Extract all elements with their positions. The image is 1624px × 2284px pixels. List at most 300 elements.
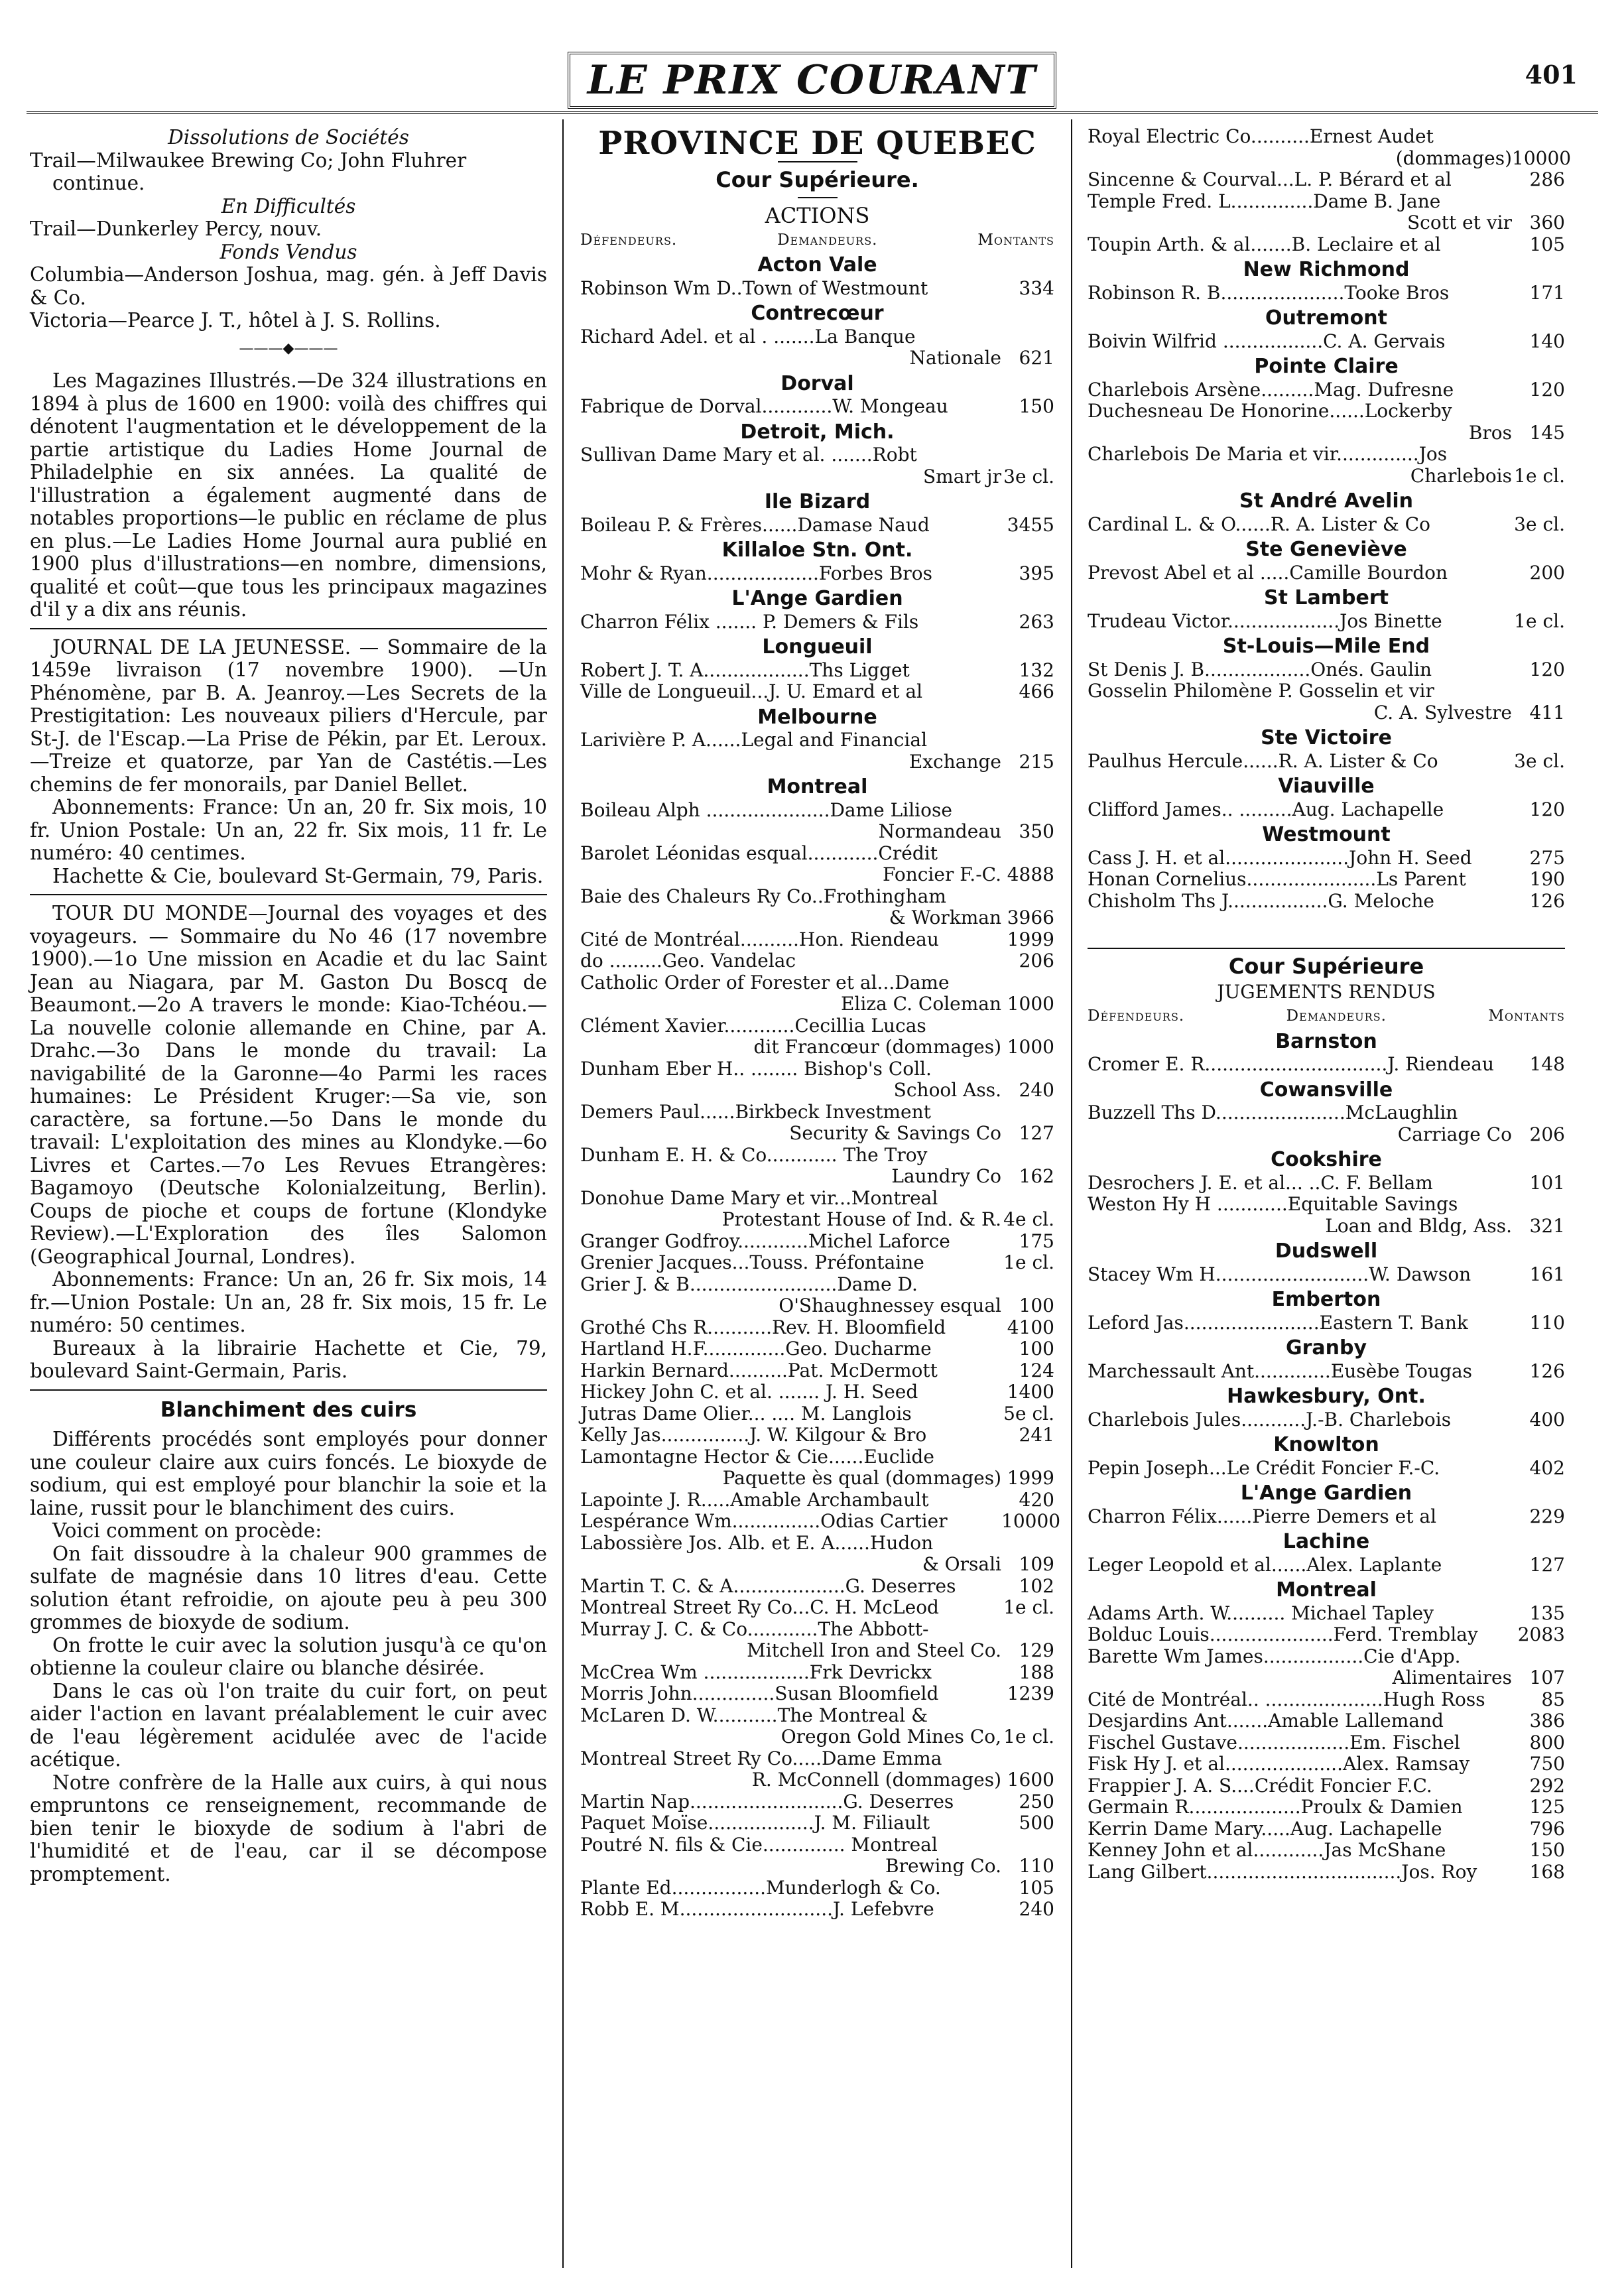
- entry-amount: 109: [1019, 1553, 1054, 1575]
- place-heading: New Richmond: [1243, 258, 1410, 281]
- divider: [30, 628, 547, 629]
- place-heading: Emberton: [1271, 1288, 1381, 1311]
- entry-amount: 110: [1019, 1855, 1054, 1877]
- header-demandeurs: Demandeurs.: [1286, 1007, 1387, 1025]
- entry-amount: 124: [1019, 1359, 1054, 1381]
- entry-parties: R. McConnell (dommages): [751, 1769, 1001, 1791]
- entry-parties: Cité de Montréal..........Hon. Riendeau: [580, 928, 939, 950]
- legal-entry: [580, 1338, 1054, 1360]
- blanchiment-title: Blanchiment des cuirs: [160, 1397, 417, 1422]
- tour-du-monde-p3: Bureaux à la librairie Hachette et Cie, 79, boulevard Saint-Germain, Paris.: [30, 1336, 547, 1382]
- entry-parties: Paquet Moïse..................J. M. Filiault: [580, 1812, 930, 1834]
- entry-parties: Clifford James.. .........Aug. Lachapelle: [1088, 798, 1444, 820]
- entry-amount: 1400: [1007, 1381, 1054, 1403]
- province-title: PROVINCE DE QUEBEC: [598, 125, 1036, 162]
- entry-parties: Foncier F.-C.: [882, 863, 1001, 885]
- legal-entry: [580, 1619, 1054, 1641]
- entry-amount: 168: [1529, 1860, 1565, 1883]
- place-heading: L'Ange Gardien: [1240, 1482, 1412, 1505]
- entry-parties: Mitchell Iron and Steel Co.: [747, 1639, 1001, 1661]
- entry-parties: Charron Félix ....... P. Demers & Fils: [580, 610, 919, 633]
- legal-entry: [1088, 1361, 1565, 1383]
- entry-amount: 110: [1529, 1311, 1565, 1334]
- legal-entry: [580, 1252, 1054, 1274]
- legal-entry: [580, 843, 1054, 865]
- legal-entry: [580, 1490, 1054, 1511]
- entry-parties: Martin T. C. & A...................G. Deserres: [580, 1574, 956, 1597]
- entry-amount: 150: [1529, 1839, 1565, 1861]
- legal-entry: [580, 1705, 1054, 1727]
- entry-parties: Protestant House of Ind. & R.: [721, 1208, 1001, 1230]
- entry-amount: 120: [1529, 658, 1565, 680]
- entry-parties: Frappier J. A. S....Crédit Foncier F.C.: [1088, 1774, 1432, 1797]
- entry-parties: Charlebois Arsène.........Mag. Dufresne: [1088, 378, 1454, 401]
- entry-parties: Murray J. C. & Co............The Abbott-: [580, 1618, 929, 1640]
- entry-amount: 400: [1529, 1408, 1565, 1430]
- divider: [30, 894, 547, 895]
- entry-parties: Cité de Montréal.. ....................Hugh Ross: [1088, 1688, 1485, 1710]
- column-divider-1: [562, 119, 564, 2268]
- place-heading: Montreal: [767, 775, 868, 798]
- legal-entry: [1088, 1624, 1565, 1646]
- legal-entry: [580, 1317, 1054, 1339]
- entry-amount: 126: [1529, 1360, 1565, 1382]
- entry-amount: 1239: [1007, 1682, 1054, 1704]
- entry-parties: Robinson R. B.....................Tooke Bros: [1088, 281, 1450, 304]
- legal-entry: [580, 1360, 1054, 1382]
- place-heading: Longueuil: [762, 635, 873, 659]
- entry-parties: Normandeau: [878, 820, 1001, 842]
- entry-amount: 129: [1019, 1639, 1054, 1661]
- entry-parties: Brewing Co.: [885, 1855, 1001, 1877]
- entry-amount: 263: [1019, 610, 1054, 633]
- blanchiment-p1: Différents procédés sont employés pour donner une couleur claire aux cuirs foncés. Le bioxyde de sodium, qui est employé pour blanchir la soie et la laine, russit pour le blanchiment des cuirs.: [30, 1428, 547, 1519]
- entry-parties: Harkin Bernard..........Pat. McDermott: [580, 1359, 938, 1381]
- legal-entry: [1088, 562, 1565, 584]
- legal-entry: [1088, 1458, 1565, 1480]
- legal-entry: [1088, 1102, 1565, 1124]
- fonds-line-1: Columbia—Anderson Joshua, mag. gén. à Jeff Davis & Co.: [30, 263, 547, 309]
- legal-entry: [580, 864, 1054, 886]
- entry-amount: 100: [1019, 1295, 1054, 1316]
- place-heading: Killaloe Stn. Ont.: [721, 539, 913, 562]
- legal-entry: [580, 1102, 1054, 1123]
- jugements-list: [1088, 1031, 1565, 1883]
- entry-parties: Labossière Jos. Alb. et E. A......Hudon: [580, 1531, 934, 1554]
- place-heading: Barnston: [1275, 1029, 1377, 1053]
- entry-parties: School Ass.: [893, 1079, 1001, 1101]
- entry-amount: 1e cl.: [1514, 464, 1565, 487]
- legal-entry: [580, 929, 1054, 951]
- legal-entry: [1088, 1667, 1565, 1689]
- legal-entry: [1088, 1840, 1565, 1862]
- tour-du-monde-p2: Abonnements: France: Un an, 26 fr. Six mois, 14 fr.—Union Postale: Un an, 28 fr. Six mois, 15 fr. Le numéro: 50 centimes.: [30, 1268, 547, 1336]
- entry-parties: Leger Leopold et al......Alex. Laplante: [1088, 1553, 1442, 1576]
- legal-entry: [1088, 680, 1565, 702]
- entry-parties: Kenney John et al............Jas McShane: [1088, 1839, 1446, 1861]
- legal-entry: [1088, 1689, 1565, 1711]
- legal-entry: [580, 326, 1054, 348]
- actions-list-continued: [1088, 259, 1565, 912]
- legal-entry: [1088, 1753, 1565, 1775]
- entry-parties: & Orsali: [922, 1553, 1001, 1575]
- entry-amount: 250: [1019, 1790, 1054, 1812]
- spacer: [1088, 912, 1565, 941]
- legal-entry: [1088, 1775, 1565, 1797]
- entry-parties: Robinson Wm D..Town of Westmount: [580, 277, 928, 299]
- place-heading: L'Ange Gardien: [731, 587, 903, 610]
- entry-amount: 240: [1019, 1898, 1054, 1920]
- legal-entry: [1088, 212, 1565, 234]
- entry-parties: (dommages): [1395, 147, 1512, 169]
- continued-entries: [1088, 125, 1572, 255]
- legal-entry: [580, 1446, 1054, 1468]
- entry-parties: Robert J. T. A..................Ths Ligget: [580, 659, 910, 681]
- entry-amount: 127: [1529, 1553, 1565, 1576]
- entry-amount: 175: [1019, 1230, 1054, 1252]
- entry-parties: Plante Ed................Munderlogh & Co.: [580, 1876, 941, 1899]
- header-demandeurs: Demandeurs.: [777, 231, 878, 249]
- legal-entry: [580, 1274, 1054, 1296]
- header-defendeurs: Défendeurs.: [580, 231, 678, 249]
- entry-amount: 126: [1529, 889, 1565, 912]
- entry-amount: 229: [1529, 1505, 1565, 1527]
- entry-parties: Charlebois De Maria et vir..............Jos: [1088, 443, 1448, 465]
- entry-parties: Paulhus Hercule......R. A. Lister & Co: [1088, 749, 1438, 772]
- legal-entry: [580, 1748, 1054, 1770]
- legal-entry: [1088, 169, 1565, 191]
- entry-amount: 750: [1529, 1753, 1565, 1775]
- entry-parties: dit Francœur (dommages): [753, 1036, 1001, 1058]
- column-left: [30, 126, 547, 2268]
- entry-parties: Charlebois Jules...........J.-B. Charlebois: [1088, 1408, 1452, 1430]
- legal-entry: [580, 444, 1054, 466]
- legal-entry: [580, 1403, 1054, 1425]
- entry-parties: C. A. Sylvestre: [1373, 701, 1512, 724]
- place-heading: Detroit, Mich.: [740, 420, 895, 444]
- legal-entry: [580, 751, 1054, 773]
- entry-amount: 2083: [1517, 1623, 1565, 1645]
- entry-parties: Desrochers J. E. et al... ..C. F. Bellam: [1088, 1171, 1433, 1194]
- place-heading: Ile Bizard: [764, 490, 871, 513]
- entry-parties: Dunham E. H. & Co............ The Troy: [580, 1143, 928, 1166]
- place-heading: St André Avelin: [1239, 489, 1413, 513]
- legal-entry: [1088, 1124, 1565, 1146]
- entry-amount: 240: [1019, 1079, 1054, 1101]
- page-number: 401: [1525, 60, 1578, 90]
- entry-parties: Prevost Abel et al .....Camille Bourdon: [1088, 561, 1448, 584]
- entry-parties: Paquette ès qual (dommages): [722, 1467, 1001, 1489]
- entry-parties: Lespérance Wm...............Odias Cartier: [580, 1510, 948, 1532]
- legal-entry: [580, 1877, 1054, 1899]
- legal-entry: [1088, 444, 1565, 466]
- legal-entry: [1088, 331, 1565, 353]
- legal-entry: [1088, 1173, 1565, 1194]
- entry-parties: Chisholm Ths J.................G. Meloche: [1088, 889, 1434, 912]
- legal-entry: [1088, 191, 1565, 213]
- header-defendeurs: Défendeurs.: [1088, 1007, 1185, 1025]
- entry-parties: Richard Adel. et al . .......La Banque: [580, 325, 916, 348]
- legal-entry: [580, 972, 1054, 994]
- entry-amount: 145: [1529, 421, 1565, 444]
- entry-amount: 190: [1529, 868, 1565, 890]
- entry-parties: Robb E. M..........................J. Lefebvre: [580, 1898, 934, 1920]
- entry-parties: Boivin Wilfrid .................C. A. Gervais: [1088, 330, 1446, 352]
- entry-amount: 4100: [1007, 1316, 1054, 1338]
- blanchiment-p3: On fait dissoudre à la chaleur 900 grammes de sulfate de magnésie dans 10 litres d'eau. Cette solution étant refroidie, on ajoute peu à peu 300 grommes de bioxyde de sodium.: [30, 1542, 547, 1633]
- entry-amount: 148: [1529, 1053, 1565, 1075]
- entry-parties: St Denis J. B..................Onés. Gaulin: [1088, 658, 1432, 680]
- legal-entry: [1088, 659, 1565, 681]
- entry-parties: Jutras Dame Olier... .... M. Langlois: [580, 1402, 912, 1425]
- entry-parties: Loan and Bldg, Ass.: [1325, 1214, 1512, 1237]
- entry-amount: 466: [1019, 680, 1054, 702]
- entry-amount: 200: [1529, 561, 1565, 584]
- entry-parties: Barette Wm James.................Cie d'App.: [1088, 1645, 1461, 1667]
- entry-parties: Hartland H.F..............Geo. Ducharme: [580, 1338, 932, 1360]
- place-heading: St Lambert: [1264, 586, 1389, 609]
- legal-entry: [580, 1662, 1054, 1684]
- legal-entry: [580, 1533, 1054, 1554]
- place-heading: Acton Vale: [757, 253, 877, 277]
- legal-entry: [580, 1425, 1054, 1446]
- legal-entry: [580, 681, 1054, 703]
- legal-entry: [580, 1080, 1054, 1102]
- entry-amount: 132: [1019, 659, 1054, 681]
- entry-amount: 120: [1529, 798, 1565, 820]
- entry-amount: 334: [1019, 277, 1054, 299]
- entry-parties: Cromer E. R...............................J. Riendeau: [1088, 1053, 1495, 1075]
- legal-entry: [580, 1145, 1054, 1167]
- legal-entry: [580, 1166, 1054, 1188]
- legal-entry: [1088, 234, 1565, 256]
- entry-parties: Larivière P. A......Legal and Financial: [580, 729, 928, 751]
- entry-amount: 275: [1529, 846, 1565, 869]
- entry-parties: Bros: [1468, 421, 1512, 444]
- entry-parties: & Workman: [889, 907, 1001, 928]
- journal-jeunesse-p1: JOURNAL DE LA JEUNESSE. — Sommaire de la 1459e livraison (17 novembre 1900). —Un Phénomène, par B. A. Jeanroy.—Les Secrets de la Prestigitation: Les nouveaux piliers d'Hercule, par St-J. de l'Escap.—La Prise de Pékin, par Et. Leroux.—Treize et quatorze, par Yan de Castétis.—Les chemins de fer monorails, par Daniel Bellet.: [30, 635, 547, 796]
- entry-parties: Laundry Co: [891, 1165, 1001, 1187]
- legal-entry: [580, 1209, 1054, 1231]
- entry-parties: Baie des Chaleurs Ry Co..Frothingham: [580, 885, 946, 907]
- entry-amount: 206: [1529, 1123, 1565, 1145]
- legal-entry: [580, 1554, 1054, 1576]
- entry-amount: 107: [1529, 1667, 1565, 1688]
- entry-parties: Martin Nap..........................G. Deserres: [580, 1790, 954, 1812]
- legal-entry: [1088, 379, 1565, 401]
- legal-entry: [580, 1015, 1054, 1037]
- legal-entry: [580, 563, 1054, 585]
- entry-parties: Trudeau Victor...................Jos Binette: [1088, 609, 1442, 632]
- court-title: Cour Supérieure.: [716, 166, 919, 192]
- column-headers-2: [1088, 1005, 1565, 1027]
- fonds-heading: Fonds Vendus: [219, 240, 357, 263]
- entry-amount: 105: [1529, 233, 1565, 255]
- legal-entry: [580, 821, 1054, 843]
- entry-amount: 800: [1529, 1731, 1565, 1753]
- entry-amount: 621: [1019, 347, 1054, 369]
- blanchiment-p5: Dans le cas où l'on traite du cuir fort, on peut aider l'action en lavant préalablement le cuir avec de l'eau légèrement acidulée avec de l'acide acétique.: [30, 1679, 547, 1771]
- entry-parties: Cass J. H. et al.....................John H. Seed: [1088, 846, 1472, 869]
- entry-parties: Gosselin Philomène P. Gosselin et vir: [1088, 680, 1434, 702]
- entry-parties: Lang Gilbert.................................Jos. Roy: [1088, 1860, 1477, 1883]
- entry-parties: Germain R...................Proulx & Damien: [1088, 1796, 1463, 1818]
- entry-amount: 395: [1019, 562, 1054, 584]
- legal-entry: [580, 1468, 1054, 1490]
- entry-parties: Pepin Joseph...Le Crédit Foncier F.-C.: [1088, 1456, 1440, 1479]
- place-heading: Outremont: [1265, 306, 1387, 330]
- legal-entry: [580, 1640, 1054, 1662]
- entry-amount: 4e cl.: [1003, 1208, 1054, 1230]
- magazines-article: Les Magazines Illustrés.—De 324 illustrations en 1894 à plus de 1600 en 1900: voilà des chiffres qui dénotent l'augmentation et le développement de la partie artistique du Ladies Home Journal de Philadelphie en six années. La qualité de l'illustration a également augmenté dans de notables proportions—le public en réclame de plus en plus.—Le Ladies Home Journal aura publié en 1900 plus d'illustrations—en nombre, dimensions, qualité et coût—que tous les principaux magazines d'il y a dix ans réunis.: [30, 369, 547, 621]
- entry-parties: Toupin Arth. & al.......B. Leclaire et al: [1088, 233, 1441, 255]
- legal-entry: [580, 348, 1054, 369]
- entry-parties: Desjardins Ant.......Amable Lallemand: [1088, 1710, 1444, 1732]
- header-rule: [27, 111, 1598, 114]
- masthead: [0, 52, 1624, 109]
- entry-parties: Nationale: [909, 347, 1001, 369]
- entry-parties: Charlebois: [1410, 464, 1512, 487]
- entry-parties: Eliza C. Coleman: [840, 993, 1001, 1015]
- legal-entry: [580, 1769, 1054, 1791]
- entry-parties: Grothé Chs R...........Rev. H. Bloomfield: [580, 1316, 946, 1338]
- entry-parties: O'Shaughnessey esqual: [779, 1295, 1001, 1316]
- place-heading: Ste Victoire: [1261, 726, 1392, 749]
- entry-amount: 215: [1019, 750, 1054, 773]
- entry-parties: Clément Xavier............Cecillia Lucas: [580, 1014, 926, 1037]
- entry-parties: McCrea Wm ..................Frk Devrickx: [580, 1661, 932, 1683]
- legal-entry: [580, 1188, 1054, 1210]
- entry-amount: 1e cl.: [1003, 1596, 1054, 1618]
- entry-parties: Security & Savings Co: [789, 1122, 1001, 1144]
- difficultes-text: Trail—Dunkerley Percy, nouv.: [30, 218, 322, 240]
- entry-parties: Bolduc Louis.....................Ferd. Tremblay: [1088, 1623, 1478, 1645]
- entry-parties: Catholic Order of Forester et al...Dame: [580, 971, 950, 993]
- legal-entry: [580, 1791, 1054, 1813]
- column-middle: [580, 125, 1061, 2268]
- legal-entry: [1088, 1732, 1565, 1754]
- entry-parties: Montreal Street Ry Co.....Dame Emma: [580, 1747, 942, 1769]
- legal-entry: [580, 1576, 1054, 1598]
- legal-entry: [1088, 869, 1565, 891]
- short-rule: [798, 197, 838, 198]
- entry-amount: 350: [1019, 820, 1054, 842]
- legal-entry: [580, 396, 1054, 418]
- entry-amount: 10000: [1512, 147, 1572, 169]
- entry-parties: Montreal Street Ry Co...C. H. McLeod: [580, 1596, 939, 1618]
- legal-entry: [1088, 466, 1565, 487]
- entry-amount: 102: [1019, 1574, 1054, 1597]
- masthead-logo: LE PRIX COURANT: [568, 52, 1057, 109]
- entry-parties: do .........Geo. Vandelac: [580, 950, 796, 972]
- place-heading: Granby: [1285, 1336, 1367, 1360]
- column-divider-2: [1071, 119, 1072, 2268]
- divider: [30, 1389, 547, 1391]
- column-headers: [580, 229, 1054, 251]
- entry-amount: 3455: [1007, 513, 1054, 536]
- legal-entry: [1088, 1646, 1565, 1668]
- entry-amount: 101: [1529, 1171, 1565, 1194]
- place-heading: Cowansville: [1259, 1078, 1393, 1102]
- entry-parties: Marchessault Ant.............Eusèbe Tougas: [1088, 1360, 1473, 1382]
- entry-parties: Hickey John C. et al. ....... J. H. Seed: [580, 1381, 918, 1403]
- legal-entry: [1088, 283, 1565, 304]
- legal-entry: [1088, 514, 1565, 536]
- entry-amount: 135: [1529, 1602, 1565, 1624]
- entry-parties: Alimentaires: [1392, 1667, 1512, 1688]
- entry-amount: 321: [1529, 1214, 1565, 1237]
- legal-entry: [1088, 126, 1565, 148]
- entry-amount: 360: [1529, 212, 1565, 233]
- place-heading: Dudswell: [1275, 1239, 1378, 1263]
- entry-amount: 140: [1529, 330, 1565, 352]
- entry-amount: 100: [1019, 1338, 1054, 1360]
- legal-entry: [1088, 1818, 1565, 1840]
- place-heading: Dorval: [781, 371, 854, 395]
- legal-entry: [1088, 1194, 1565, 1216]
- entry-parties: Fisk Hy J. et al....................Alex. Ramsay: [1088, 1753, 1470, 1775]
- entry-amount: 402: [1529, 1456, 1565, 1479]
- entry-amount: 1e cl.: [1003, 1251, 1054, 1273]
- legal-entry: [1088, 1409, 1565, 1431]
- entry-parties: Scott et vir: [1406, 212, 1512, 233]
- entry-parties: Exchange: [908, 750, 1001, 773]
- legal-entry: [1088, 1312, 1565, 1334]
- entry-parties: Stacey Wm H..........................W. Dawson: [1088, 1263, 1471, 1285]
- legal-entry: [580, 950, 1054, 972]
- legal-entry: [1088, 1797, 1565, 1818]
- blanchiment-p6: Notre confrère de la Halle aux cuirs, à qui nous empruntons ce renseignement, recommande de bien tenir le bioxyde de sodium à l'abri de l'humidité et de l'eau, car il se décompose promptement.: [30, 1771, 547, 1885]
- fonds-line-2: Victoria—Pearce J. T., hôtel à J. S. Rollins.: [30, 309, 441, 332]
- entry-parties: Lamontagne Hector & Cie......Euclide: [580, 1445, 934, 1468]
- entry-parties: Mohr & Ryan...................Forbes Bros: [580, 562, 933, 584]
- entry-parties: Buzzell Ths D......................McLaughlin: [1088, 1102, 1458, 1123]
- entry-parties: Royal Electric Co..........Ernest Audet: [1088, 125, 1434, 147]
- legal-entry: [580, 1295, 1054, 1317]
- legal-entry: [580, 730, 1054, 751]
- legal-entry: [1088, 1710, 1565, 1732]
- legal-entry: [580, 660, 1054, 682]
- jugements-heading: JUGEMENTS RENDUS: [1217, 980, 1436, 1003]
- entry-amount: 188: [1019, 1661, 1054, 1683]
- header-montants: Montants: [977, 231, 1054, 249]
- entry-amount: 5e cl.: [1003, 1402, 1054, 1425]
- entry-parties: Boileau P. & Frères......Damase Naud: [580, 513, 930, 536]
- place-heading: Montreal: [1276, 1578, 1377, 1602]
- legal-entry: [580, 1123, 1054, 1145]
- entry-parties: Kelly Jas...............J. W. Kilgour & Bro: [580, 1424, 927, 1446]
- legal-entry: [1088, 1554, 1565, 1576]
- place-heading: Contrecœur: [751, 302, 884, 325]
- legal-entry: [1088, 1603, 1565, 1625]
- dissolutions-heading: Dissolutions de Sociétés: [168, 126, 409, 149]
- entry-amount: 85: [1541, 1688, 1565, 1710]
- entry-amount: 206: [1019, 950, 1054, 972]
- entry-amount: 105: [1019, 1876, 1054, 1899]
- entry-parties: Lapointe J. R.....Amable Archambault: [580, 1488, 929, 1511]
- entry-amount: 500: [1019, 1812, 1054, 1834]
- place-heading: Melbourne: [757, 705, 877, 729]
- legal-entry: [580, 1856, 1054, 1877]
- legal-entry: [580, 1834, 1054, 1856]
- legal-entry: [580, 1058, 1054, 1080]
- journal-jeunesse-p3: Hachette & Cie, boulevard St-Germain, 79, Paris.: [52, 864, 544, 887]
- entry-amount: 162: [1019, 1165, 1054, 1187]
- entry-amount: 1e cl.: [1514, 609, 1565, 632]
- entry-amount: 286: [1529, 168, 1565, 190]
- entry-amount: 411: [1529, 701, 1565, 724]
- divider: [1088, 948, 1565, 949]
